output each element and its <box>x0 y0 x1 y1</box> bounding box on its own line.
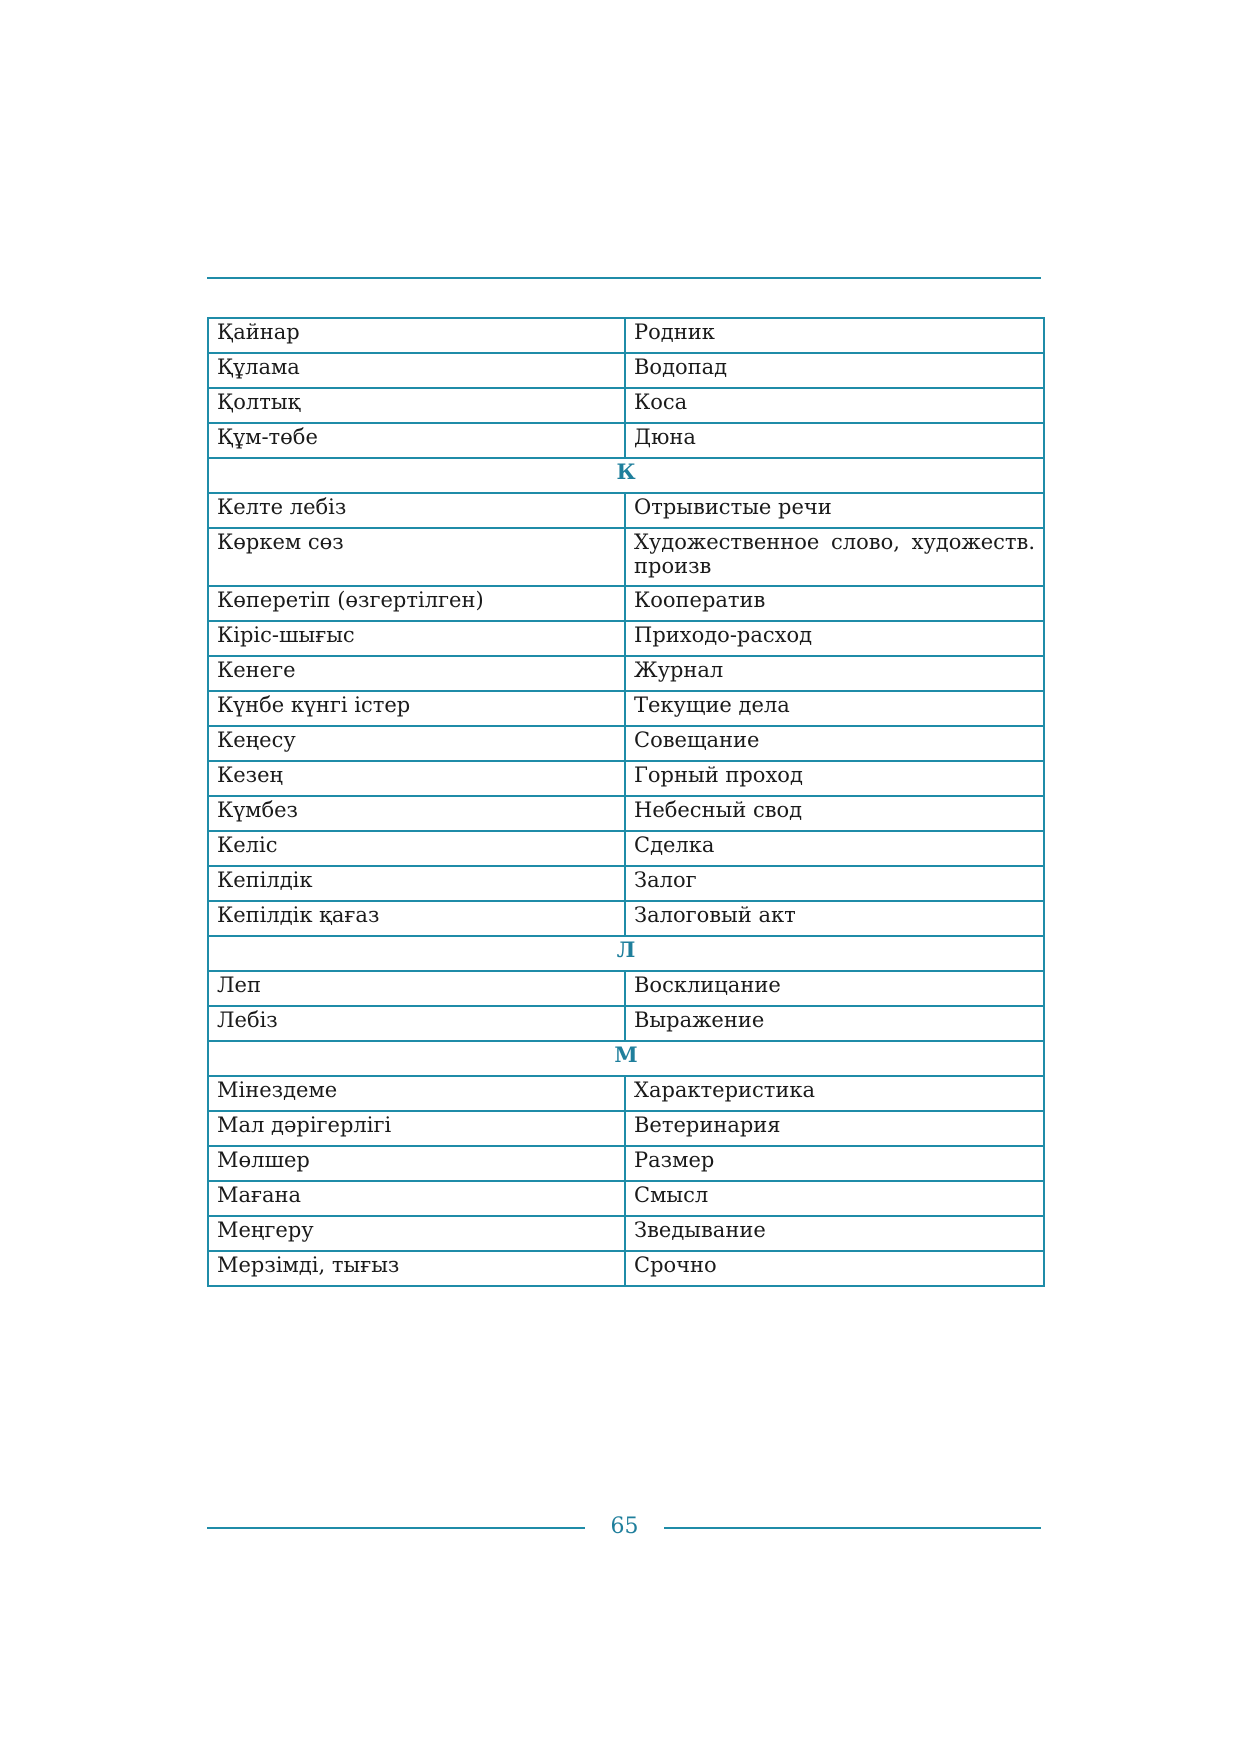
russian-term: Зведывание <box>625 1216 1044 1251</box>
kazakh-term: Күмбез <box>208 796 625 831</box>
table-row <box>208 971 1044 1006</box>
table-row <box>208 586 1044 621</box>
kazakh-term: Мал дәрігерлігі <box>208 1111 625 1146</box>
section-row <box>208 458 1044 493</box>
kazakh-term: Мінездеме <box>208 1076 625 1111</box>
kazakh-term: Көркем сөз <box>208 528 625 586</box>
russian-term: Дюна <box>625 423 1044 458</box>
table-row <box>208 761 1044 796</box>
section-letter: Л <box>208 936 1044 971</box>
top-rule <box>207 277 1041 279</box>
table-row <box>208 1251 1044 1286</box>
kazakh-term: Леп <box>208 971 625 1006</box>
table-row <box>208 353 1044 388</box>
kazakh-term: Мағана <box>208 1181 625 1216</box>
kazakh-term: Лебіз <box>208 1006 625 1041</box>
kazakh-term: Көперетіп (өзгертілген) <box>208 586 625 621</box>
footer-rule-right <box>664 1527 1041 1529</box>
table-row <box>208 866 1044 901</box>
kazakh-term: Кіріс-шығыс <box>208 621 625 656</box>
page-footer <box>207 1508 1041 1548</box>
russian-term: Кооператив <box>625 586 1044 621</box>
russian-term: Художественное слово, художеств. произв <box>625 528 1044 586</box>
table-row <box>208 1181 1044 1216</box>
russian-term: Горный проход <box>625 761 1044 796</box>
russian-term: Срочно <box>625 1251 1044 1286</box>
russian-term: Характеристика <box>625 1076 1044 1111</box>
russian-term: Восклицание <box>625 971 1044 1006</box>
russian-term: Журнал <box>625 656 1044 691</box>
kazakh-term: Келіс <box>208 831 625 866</box>
russian-term: Залог <box>625 866 1044 901</box>
section-letter: М <box>208 1041 1044 1076</box>
russian-term: Ветеринария <box>625 1111 1044 1146</box>
russian-term: Размер <box>625 1146 1044 1181</box>
page-number: 65 <box>610 1514 639 1539</box>
kazakh-term: Кезең <box>208 761 625 796</box>
table-row <box>208 901 1044 936</box>
russian-term: Родник <box>625 318 1044 353</box>
section-letter: К <box>208 458 1044 493</box>
russian-term: Выражение <box>625 1006 1044 1041</box>
table-row <box>208 1216 1044 1251</box>
table-row <box>208 831 1044 866</box>
table-row <box>208 493 1044 528</box>
kazakh-term: Меңгеру <box>208 1216 625 1251</box>
kazakh-term: Құлама <box>208 353 625 388</box>
russian-term: Приходо-расход <box>625 621 1044 656</box>
kazakh-term: Мөлшер <box>208 1146 625 1181</box>
table-row <box>208 528 1044 586</box>
kazakh-term: Қайнар <box>208 318 625 353</box>
table-row <box>208 796 1044 831</box>
table-row <box>208 1006 1044 1041</box>
russian-term: Небесный свод <box>625 796 1044 831</box>
kazakh-term: Қолтық <box>208 388 625 423</box>
kazakh-term: Құм-төбе <box>208 423 625 458</box>
russian-term: Сделка <box>625 831 1044 866</box>
kazakh-term: Кепілдік <box>208 866 625 901</box>
section-row <box>208 1041 1044 1076</box>
russian-term: Водопад <box>625 353 1044 388</box>
table-row <box>208 726 1044 761</box>
kazakh-term: Мерзімді, тығыз <box>208 1251 625 1286</box>
russian-term: Текущие дела <box>625 691 1044 726</box>
table-row <box>208 621 1044 656</box>
table-row <box>208 318 1044 353</box>
kazakh-term: Күнбе күнгі істер <box>208 691 625 726</box>
russian-term: Совещание <box>625 726 1044 761</box>
table-row <box>208 423 1044 458</box>
kazakh-term: Кенеге <box>208 656 625 691</box>
kazakh-term: Кеңесу <box>208 726 625 761</box>
kazakh-term: Келте лебіз <box>208 493 625 528</box>
russian-term: Отрывистые речи <box>625 493 1044 528</box>
table-row <box>208 1146 1044 1181</box>
kazakh-term: Кепілдік қағаз <box>208 901 625 936</box>
russian-term: Коса <box>625 388 1044 423</box>
table-row <box>208 388 1044 423</box>
russian-term: Залоговый акт <box>625 901 1044 936</box>
table-row <box>208 1076 1044 1111</box>
table-row <box>208 1111 1044 1146</box>
table-row <box>208 691 1044 726</box>
russian-term: Смысл <box>625 1181 1044 1216</box>
table-row <box>208 656 1044 691</box>
glossary-table <box>207 317 1045 1287</box>
section-row <box>208 936 1044 971</box>
footer-rule-left <box>207 1527 585 1529</box>
